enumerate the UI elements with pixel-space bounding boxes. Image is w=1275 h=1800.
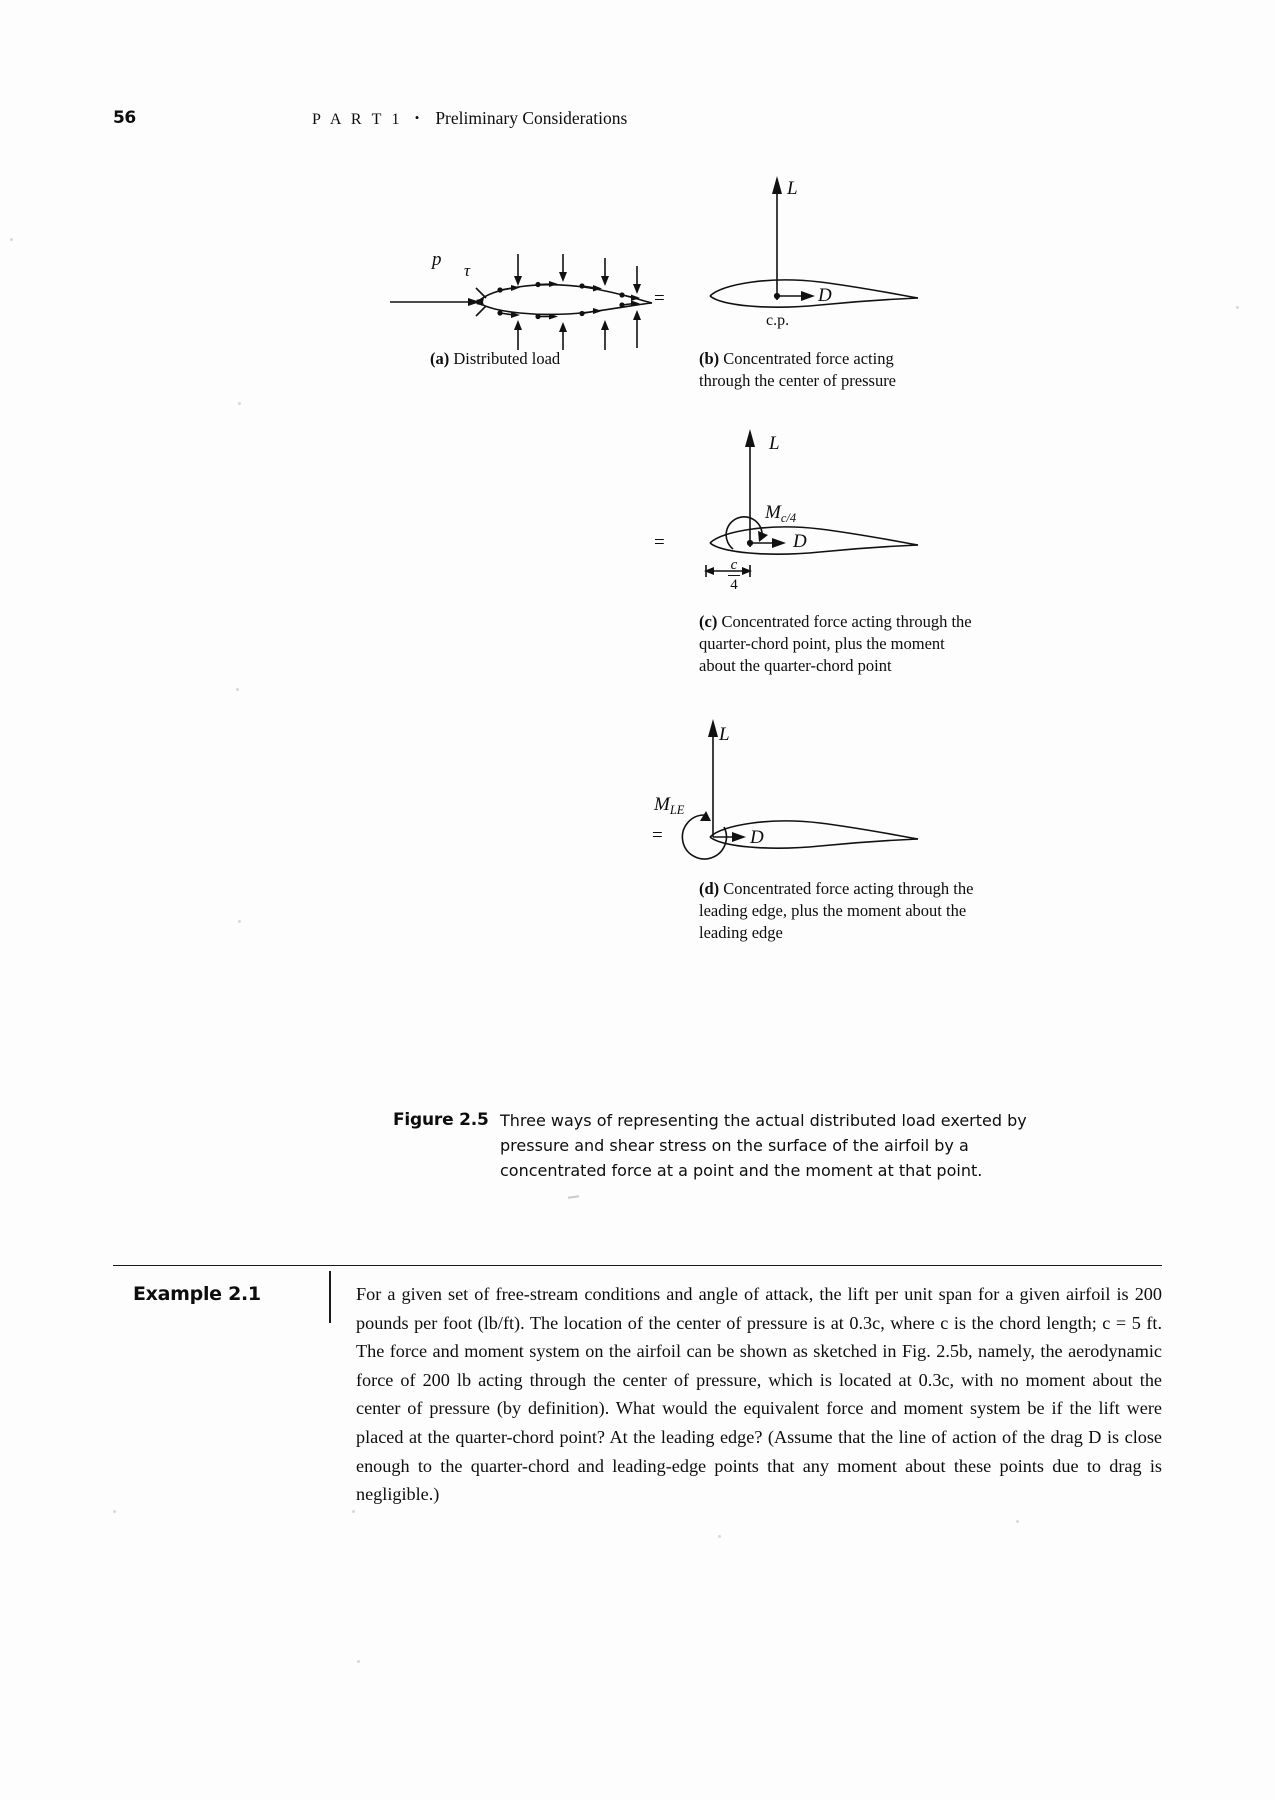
panel-a-diagram [390,250,660,360]
label-pressure-p: p [432,249,442,270]
dimension-denominator-4: 4 [730,577,738,594]
caption-panel-b [699,348,924,392]
equals-sign-d: = [652,825,663,846]
scan-artifact-mark [568,1195,579,1198]
dimension-numerator-c: c [730,557,738,573]
caption-panel-d [699,878,984,944]
caption-panel-a-text: Distributed load [453,349,561,368]
label-drag-b: D [818,285,832,306]
label-lift-b: L [787,178,798,199]
label-drag-c: D [793,531,807,552]
scan-speckle [113,1510,116,1513]
running-head-title: Preliminary Considerations [435,108,628,128]
page-number: 56 [113,108,136,128]
caption-panel-c [699,611,979,677]
running-head-part: P A R T 1 [312,111,403,128]
scan-speckle [1016,1520,1019,1523]
example-paragraph: For a given set of free-stream conditions and angle of attack, the lift per unit span for a given airfoil is 200 pounds per foot (lb/ft). The location of the center of pressure is at 0.3c, where c is the chord length; c = 5 ft. The force and moment system on the airfoil can be shown as sketched in Fig. 2.5b, namely, the aerodynamic force of 200 lb acting through the center of pressure, which is located at 0.3c, with no moment about the center of pressure (by definition). What would the equivalent force and moment system be if the lift were placed at the quarter-chord point? At the leading edge? (Assume that the line of action of the drag D is close enough to the quarter-chord and leading-edge points that any moment about these points due to drag is negligible.) [356,1284,1162,1505]
scan-speckle [718,1535,721,1538]
panel-b-center-of-pressure [700,172,930,317]
caption-panel-d-text: Concentrated force acting through the leading edge, plus the moment about the leading edge [699,879,974,942]
figure-caption-label: Figure 2.5 [393,1110,489,1130]
label-shear-tau: τ [464,261,471,280]
equals-sign-a-b: = [654,288,665,309]
caption-panel-c-text: Concentrated force acting through the quarter-chord point, plus the moment about the quarter-chord point [699,612,972,675]
panel-d-leading-edge [680,715,930,860]
moment-leading-edge-base: M [654,794,670,815]
label-lift-c: L [769,433,780,454]
caption-panel-b-text: Concentrated force acting through the center of pressure [699,349,897,390]
scan-speckle [352,1510,355,1513]
example-label: Example 2.1 [133,1283,261,1305]
example-vertical-rule [329,1271,331,1323]
label-cp: c.p. [766,312,790,329]
figure-caption-text: Three ways of representing the actual distributed load exerted by pressure and shear stress on the surface of the airfoil by a concentrated force at a point and the moment at that point. [500,1111,1027,1180]
scan-speckle [357,1660,360,1663]
caption-panel-a-label: (a) [430,349,450,368]
moment-leading-edge-subscript: LE [669,803,685,817]
panel-b-diagram [700,172,930,317]
label-drag-d: D [750,827,764,848]
panel-d-diagram [680,715,930,860]
caption-panel-c-label: (c) [699,612,718,631]
panel-a-distributed-load [390,250,660,360]
fraction-bar [728,575,740,576]
label-lift-d: L [719,724,730,745]
equals-sign-c: = [654,532,665,553]
label-moment-leading-edge [654,794,684,818]
caption-panel-a [430,348,630,370]
dimension-c-over-4 [722,557,746,594]
bullet-separator-icon: • [414,110,420,125]
example-top-rule [113,1265,1162,1266]
moment-quarter-chord-subscript: c/4 [780,511,797,525]
caption-panel-b-label: (b) [699,349,720,368]
figure-caption [393,1108,1033,1183]
label-moment-quarter-chord [765,502,796,526]
caption-panel-d-label: (d) [699,879,720,898]
moment-quarter-chord-base: M [765,502,781,523]
